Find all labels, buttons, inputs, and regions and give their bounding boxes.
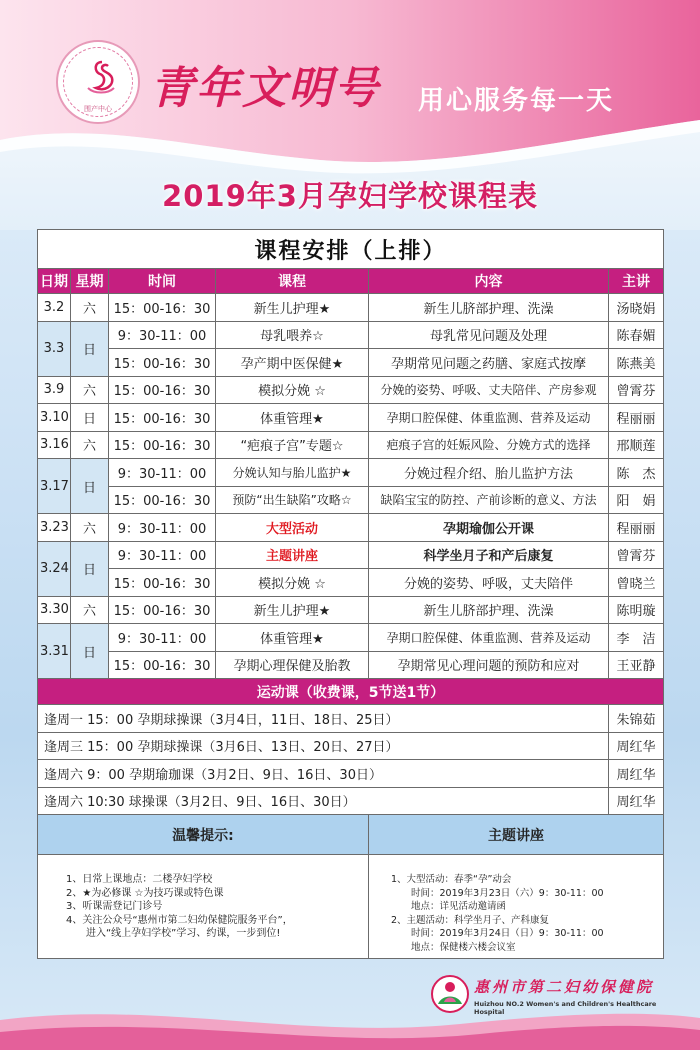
schedule-row (38, 541, 664, 569)
tip-item: 进入“线上孕妇学校”学习、约课，一步到位! (86, 928, 281, 939)
brand-title: 青年文明号 (150, 63, 380, 114)
schedule-row (38, 404, 664, 432)
sports-header-row (38, 679, 664, 705)
schedule-row (38, 459, 664, 487)
tip-item: 1、日常上课地点：二楼孕妇学校 (66, 874, 213, 885)
schedule-row (38, 486, 664, 514)
section-title: 课程安排（上排） (38, 230, 664, 269)
tips-list (38, 855, 369, 959)
sports-speaker: 周红华 (609, 732, 664, 760)
course-cell: 大型活动 (216, 514, 369, 542)
sports-text: 逢周三 15：00 孕期球操课（3月6日、13日、20日、27日） (38, 732, 609, 760)
schedule-row (38, 651, 664, 679)
speaker-cell: 曾霄芬 (609, 376, 664, 404)
date-cell: 3.30 (38, 596, 71, 624)
lecture-item: 地点：详见活动邀请函 (411, 901, 507, 912)
speaker-cell: 汤晓娟 (609, 294, 664, 322)
tips-title: 温馨提示: (38, 815, 369, 855)
course-cell: 孕产期中医保健★ (216, 349, 369, 377)
sports-row (38, 705, 664, 733)
content-cell: 母乳常见问题及处理 (369, 321, 609, 349)
content-cell: 孕期常见问题之药膳、家庭式按摩 (369, 349, 609, 377)
date-cell: 3.24 (38, 541, 71, 596)
course-cell: 体重管理★ (216, 404, 369, 432)
lecture-item: 1、大型活动：春季“孕”动会 (391, 874, 512, 885)
course-cell: 模拟分娩 ☆ (216, 569, 369, 597)
speaker-cell: 陈 杰 (609, 459, 664, 487)
speaker-cell: 王亚静 (609, 651, 664, 679)
content-cell: 疤痕子宫的妊娠风险、分娩方式的选择 (369, 431, 609, 459)
course-cell: 母乳喂养☆ (216, 321, 369, 349)
course-cell: 分娩认知与胎儿监护★ (216, 459, 369, 487)
schedule-row (38, 294, 664, 322)
hospital-name-en: Huizhou NO.2 Women's and Children's Healthcare Hospital (474, 1000, 657, 1016)
time-cell: 15：00-16：30 (109, 376, 216, 404)
date-cell: 3.9 (38, 376, 71, 404)
weekday-cell: 日 (71, 321, 109, 376)
col-weekday: 星期 (71, 269, 109, 294)
swan-icon (80, 58, 120, 98)
hospital-name-cn: 惠州市第二妇幼保健院 (474, 978, 655, 996)
course-cell: 主题讲座 (216, 541, 369, 569)
lectures-list (369, 855, 664, 959)
sports-text: 逢周六 9：00 孕期瑜珈课（3月2日、9日、16日、30日） (38, 760, 609, 788)
time-cell: 15：00-16：30 (109, 486, 216, 514)
lecture-item: 地点：保健楼六楼会议室 (411, 941, 516, 953)
time-cell: 15：00-16：30 (109, 596, 216, 624)
time-cell: 9：30-11：00 (109, 624, 216, 652)
content-cell: 新生儿脐部护理、洗澡 (369, 294, 609, 322)
time-cell: 15：00-16：30 (109, 294, 216, 322)
sports-speaker: 周红华 (609, 787, 664, 815)
schedule-table (37, 229, 664, 959)
schedule-row (38, 321, 664, 349)
date-cell: 3.16 (38, 431, 71, 459)
sports-row (38, 787, 664, 815)
date-cell: 3.2 (38, 294, 71, 322)
col-speaker: 主讲 (609, 269, 664, 294)
weekday-cell: 日 (71, 459, 109, 514)
date-cell: 3.3 (38, 321, 71, 376)
col-date: 日期 (38, 269, 71, 294)
col-time: 时间 (109, 269, 216, 294)
speaker-cell: 曾晓兰 (609, 569, 664, 597)
notes-body-row (38, 855, 664, 959)
col-course: 课程 (216, 269, 369, 294)
content-cell: 科学坐月子和产后康复 (369, 541, 609, 569)
weekday-cell: 六 (71, 431, 109, 459)
speaker-cell: 程丽丽 (609, 514, 664, 542)
course-cell: 新生儿护理★ (216, 596, 369, 624)
content-cell: 分娩的姿势、呼吸，丈夫陪伴 (369, 569, 609, 597)
time-cell: 15：00-16：30 (109, 349, 216, 377)
schedule-row (38, 596, 664, 624)
logo-subtitle: 围产中心 (84, 105, 112, 113)
speaker-cell: 程丽丽 (609, 404, 664, 432)
speaker-cell: 阳 娟 (609, 486, 664, 514)
content-cell: 孕期瑜伽公开课 (369, 514, 609, 542)
weekday-cell: 日 (71, 624, 109, 679)
sports-row (38, 732, 664, 760)
date-cell: 3.23 (38, 514, 71, 542)
date-cell: 3.10 (38, 404, 71, 432)
speaker-cell: 陈燕美 (609, 349, 664, 377)
column-header-row (38, 269, 664, 294)
sports-title: 运动课（收费课，5节送1节） (38, 679, 664, 705)
page-title: 2019年3月孕妇学校课程表 (162, 179, 538, 213)
course-cell: 体重管理★ (216, 624, 369, 652)
slogan: 用心服务每一天 (418, 86, 615, 116)
footer-wave (0, 1000, 700, 1050)
speaker-cell: 邢顺莲 (609, 431, 664, 459)
schedule-row (38, 376, 664, 404)
lecture-item: 时间：2019年3月23日（六）9：30-11：00 (411, 887, 604, 899)
time-cell: 15：00-16：30 (109, 569, 216, 597)
time-cell: 15：00-16：30 (109, 651, 216, 679)
speaker-cell: 李 洁 (609, 624, 664, 652)
weekday-cell: 六 (71, 376, 109, 404)
course-cell: 模拟分娩 ☆ (216, 376, 369, 404)
date-cell: 3.31 (38, 624, 71, 679)
time-cell: 9：30-11：00 (109, 321, 216, 349)
course-cell: 孕期心理保健及胎教 (216, 651, 369, 679)
content-cell: 分娩过程介绍、胎儿监护方法 (369, 459, 609, 487)
weekday-cell: 六 (71, 514, 109, 542)
content-cell: 孕期口腔保健、体重监测、营养及运动 (369, 624, 609, 652)
content-cell: 新生儿脐部护理、洗澡 (369, 596, 609, 624)
notes-header-row (38, 815, 664, 855)
schedule-panel (37, 229, 663, 959)
date-cell: 3.17 (38, 459, 71, 514)
header-banner (0, 0, 700, 230)
sports-speaker: 周红华 (609, 760, 664, 788)
time-cell: 9：30-11：00 (109, 514, 216, 542)
tip-item: 2、★为必修课 ☆为技巧课或特色课 (66, 887, 224, 899)
schedule-row (38, 514, 664, 542)
weekday-cell: 六 (71, 294, 109, 322)
content-cell: 孕期口腔保健、体重监测、营养及运动 (369, 404, 609, 432)
schedule-row (38, 349, 664, 377)
speaker-cell: 陈明璇 (609, 596, 664, 624)
lecture-item: 时间：2019年3月24日（日）9：30-11：00 (411, 928, 604, 939)
weekday-cell: 六 (71, 596, 109, 624)
sports-text: 逢周六 10:30 球操课（3月2日、9日、16日、30日） (38, 787, 609, 815)
course-cell: “疤痕子宫”专题☆ (216, 431, 369, 459)
sports-speaker: 朱锦茹 (609, 705, 664, 733)
schedule-row (38, 431, 664, 459)
weekday-cell: 日 (71, 541, 109, 596)
speaker-cell: 陈春媚 (609, 321, 664, 349)
youth-logo (56, 40, 140, 124)
tip-item: 3、听课需登记门诊号 (66, 901, 163, 912)
time-cell: 9：30-11：00 (109, 541, 216, 569)
lecture-item: 2、主题活动：科学坐月子、产科康复 (391, 914, 550, 926)
time-cell: 15：00-16：30 (109, 431, 216, 459)
content-cell: 分娩的姿势、呼吸、丈夫陪伴、产房参观 (369, 376, 609, 404)
sports-text: 逢周一 15：00 孕期球操课（3月4日，11日、18日、25日） (38, 705, 609, 733)
content-cell: 缺陷宝宝的防控、产前诊断的意义、方法 (369, 486, 609, 514)
lectures-title: 主题讲座 (369, 815, 664, 855)
speaker-cell: 曾霄芬 (609, 541, 664, 569)
course-cell: 预防“出生缺陷”攻略☆ (216, 486, 369, 514)
schedule-row (38, 624, 664, 652)
weekday-cell: 日 (71, 404, 109, 432)
schedule-row (38, 569, 664, 597)
tip-item: 4、关注公众号“惠州市第二妇幼保健院服务平台”， (66, 914, 293, 926)
time-cell: 15：00-16：30 (109, 404, 216, 432)
time-cell: 9：30-11：00 (109, 459, 216, 487)
content-cell: 孕期常见心理问题的预防和应对 (369, 651, 609, 679)
course-cell: 新生儿护理★ (216, 294, 369, 322)
col-content: 内容 (369, 269, 609, 294)
sports-row (38, 760, 664, 788)
